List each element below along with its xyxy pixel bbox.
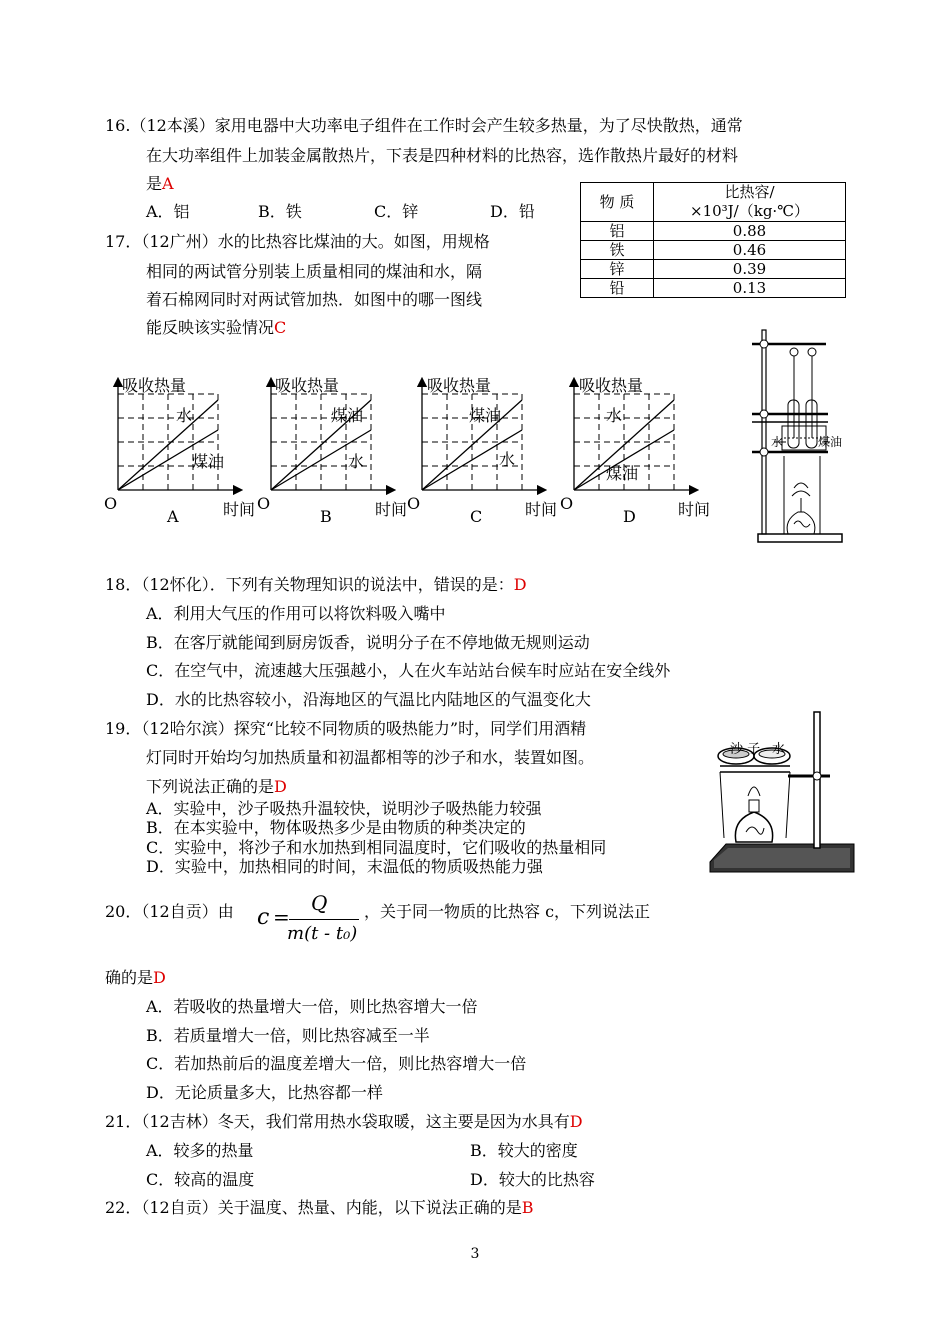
q18-option-c: C．在空气中，流速越大压强越小，人在火车站站台候车时应站在安全线外 xyxy=(146,661,671,680)
q16-option-d: D．铅 xyxy=(490,202,535,221)
q19-option-b: B．在本实验中，物体吸热多少是由物质的种类决定的 xyxy=(146,818,526,837)
graph-c xyxy=(422,382,542,490)
graph-b-origin: O xyxy=(257,494,271,513)
q19-apparatus-figure xyxy=(706,708,858,880)
q18-line1: 18．（12怀化）．下列有关物理知识的说法中，错误的是：D xyxy=(105,575,527,594)
graph-c-origin: O xyxy=(407,494,421,513)
graph-b xyxy=(271,382,391,490)
graph-a-ylabel: 吸收热量 xyxy=(122,376,187,395)
q20-option-a: A．若吸收的热量增大一倍，则比热容增大一倍 xyxy=(146,997,478,1016)
table-row: 铁 0.46 xyxy=(581,241,846,260)
q20-pre: 20．（12自贡）由 xyxy=(105,902,234,921)
formula-c: c xyxy=(257,905,270,930)
graph-c-kerosene-label: 煤油 xyxy=(469,406,502,425)
q21-answer: D xyxy=(569,1112,583,1131)
formula-denominator: m(t - t₀) xyxy=(287,923,358,944)
apparatus-water-label: 水 xyxy=(771,435,784,449)
graph-b-water-label: 水 xyxy=(348,452,365,471)
graph-d-water-label: 水 xyxy=(606,406,623,425)
graph-d-origin: O xyxy=(560,494,574,513)
table-header-specific-heat: 比热容/ ×10³J/（kg·℃） xyxy=(654,183,846,222)
q18-option-a: A．利用大气压的作用可以将饮料吸入嘴中 xyxy=(146,604,446,623)
q16-option-a: A．铝 xyxy=(146,202,190,221)
formula-equals: = xyxy=(273,905,290,929)
q16-line3: 是A xyxy=(146,174,174,193)
q18-option-d: D．水的比热容较小，沿海地区的气温比内陆地区的气温变化大 xyxy=(146,690,591,709)
graph-b-ylabel: 吸收热量 xyxy=(275,376,340,395)
q20-option-c: C．若加热前后的温度差增大一倍，则比热容增大一倍 xyxy=(146,1054,527,1073)
q17-line2: 相同的两试管分别装上质量相同的煤油和水，隔 xyxy=(146,262,483,281)
formula-numerator: Q xyxy=(311,891,328,915)
q18-answer: D xyxy=(513,575,527,594)
graph-c-letter: C xyxy=(470,507,483,526)
graph-d-letter: D xyxy=(623,507,636,526)
q17-answer: C xyxy=(274,318,287,337)
q19-option-c: C．实验中，将沙子和水加热到相同温度时，它们吸收的热量相同 xyxy=(146,838,607,857)
graph-b-letter: B xyxy=(320,507,332,526)
q19-sand-label: 沙 子 xyxy=(730,742,761,757)
q19-line1: 19．（12哈尔滨）探究“比较不同物质的吸热能力”时，同学们用酒精 xyxy=(105,719,587,738)
graph-a-kerosene-label: 煤油 xyxy=(192,452,225,471)
table-row: 锌 0.39 xyxy=(581,260,846,279)
graph-b-kerosene-label: 煤油 xyxy=(331,406,364,425)
q16-option-c: C．锌 xyxy=(374,202,419,221)
graph-c-ylabel: 吸收热量 xyxy=(427,376,492,395)
q17-line3: 着石棉网同时对两试管加热．如图中的哪一图线 xyxy=(146,290,483,309)
q18-option-b: B．在客厅就能闻到厨房饭香，说明分子在不停地做无规则运动 xyxy=(146,633,590,652)
q17-line1: 17．（12广州）水的比热容比煤油的大。如图，用规格 xyxy=(105,232,490,251)
q16-option-b: B．铁 xyxy=(258,202,302,221)
q19-line3: 下列说法正确的是D xyxy=(146,777,287,796)
q16-line1: 16.（12本溪）家用电器中大功率电子组件在工作时会产生较多热量，为了尽快散热，通常 xyxy=(105,116,743,135)
q21-option-d: D．较大的比热容 xyxy=(470,1170,595,1189)
graph-a-water-label: 水 xyxy=(176,406,193,425)
apparatus-kerosene-label: 煤油 xyxy=(818,435,843,449)
specific-heat-table xyxy=(580,182,846,298)
graph-a-letter: A xyxy=(167,507,179,526)
q19-line2: 灯同时开始均匀加热质量和初温都相等的沙子和水，装置如图。 xyxy=(146,748,595,767)
q16-line2: 在大功率组件上加装金属散热片，下表是四种材料的比热容，选作散热片最好的材料 xyxy=(146,146,739,165)
page-number: 3 xyxy=(470,1246,480,1262)
graph-a-origin: O xyxy=(104,494,118,513)
graph-c-water-label: 水 xyxy=(499,450,516,469)
q21-option-a: A．较多的热量 xyxy=(146,1141,254,1160)
q20-answer: D xyxy=(153,968,166,987)
table-header-material: 物 质 xyxy=(581,183,654,222)
q17-line4: 能反映该实验情况C xyxy=(146,318,287,337)
q20-option-b: B．若质量增大一倍，则比热容减至一半 xyxy=(146,1026,430,1045)
q22-line1: 22．（12自贡）关于温度、热量、内能，以下说法正确的是B xyxy=(105,1198,534,1217)
q21-option-c: C．较高的温度 xyxy=(146,1170,255,1189)
formula-fraction-bar xyxy=(289,919,359,920)
q19-answer: D xyxy=(274,777,287,796)
q16-answer: A xyxy=(162,174,174,193)
graph-c-xlabel: 时间 xyxy=(525,500,558,519)
q20-line2: 确的是D xyxy=(105,968,166,987)
q19-water-label: 水 xyxy=(772,742,786,757)
q20-post: ，关于同一物质的比热容 c，下列说法正 xyxy=(364,902,651,921)
graph-a xyxy=(118,382,238,490)
q21-line1: 21．（12吉林）冬天，我们常用热水袋取暖，这主要是因为水具有D xyxy=(105,1112,583,1131)
graph-b-xlabel: 时间 xyxy=(375,500,408,519)
q19-option-a: A．实验中，沙子吸热升温较快，说明沙子吸热能力较强 xyxy=(146,799,542,818)
table-row: 铅 0.13 xyxy=(581,279,846,298)
q21-option-b: B．较大的密度 xyxy=(470,1141,578,1160)
q22-answer: B xyxy=(521,1198,534,1217)
table-row: 铝 0.88 xyxy=(581,222,846,241)
graph-d-xlabel: 时间 xyxy=(678,500,711,519)
graph-a-xlabel: 时间 xyxy=(223,500,256,519)
q19-option-d: D．实验中，加热相同的时间，末温低的物质吸热能力强 xyxy=(146,857,543,876)
graph-d-ylabel: 吸收热量 xyxy=(579,376,644,395)
graph-d-kerosene-label: 煤油 xyxy=(606,464,639,483)
q20-option-d: D．无论质量多大，比热容都一样 xyxy=(146,1083,383,1102)
